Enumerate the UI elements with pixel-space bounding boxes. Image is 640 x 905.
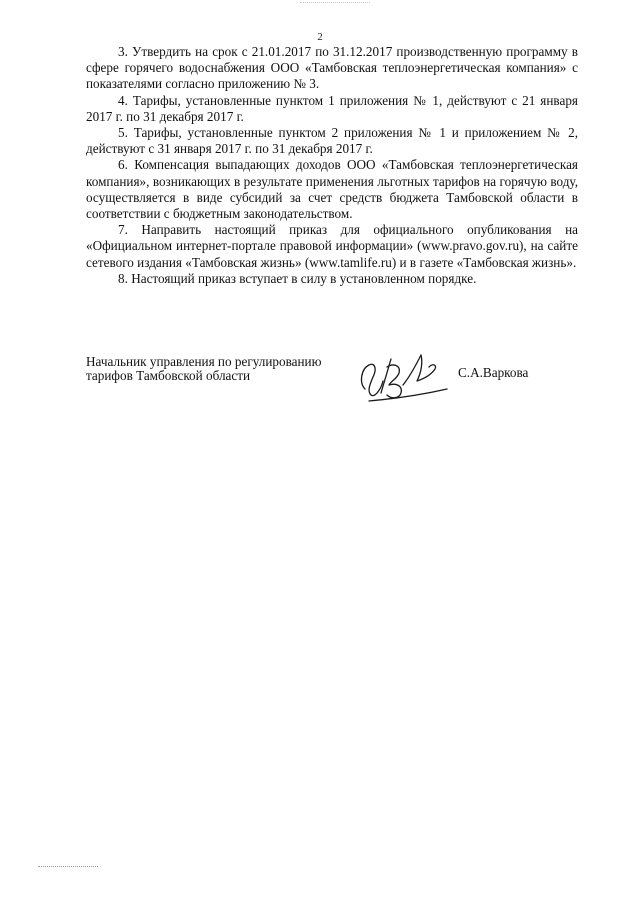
- paragraph-3: 3. Утвердить на срок с 21.01.2017 по 31.12.2017 производственную программу в сфере горячего водоснабжения ООО «Тамбовская теплоэнергетическая компания» с показателями согласно приложению № 3.: [86, 44, 578, 92]
- page-number: 2: [317, 31, 323, 43]
- position-title-line-1: Начальник управления по регулированию: [86, 354, 322, 369]
- paragraph-4: 4. Тарифы, установленные пунктом 1 приложения № 1, действуют с 21 января 2017 г. по 31 декабря 2017 г.: [86, 92, 578, 124]
- paragraph-5: 5. Тарифы, установленные пунктом 2 приложения № 1 и приложением № 2, действуют с 31 января 2017 г. по 31 декабря 2017 г.: [86, 125, 578, 157]
- scan-artifact: [300, 2, 370, 9]
- signatory-name: С.А.Варкова: [458, 365, 529, 380]
- scan-artifact-bottom: [38, 866, 98, 867]
- paragraph-7: 7. Направить настоящий приказ для официального опубликования на «Официальном интернет-портале правовой информации» (www.pravo.gov.ru), на сайте сетевого издания «Тамбовская жизнь» (www.tamlife.ru) и в газете «Тамбовская жизнь».: [86, 222, 578, 270]
- signatory-position: [86, 355, 366, 383]
- paragraph-6: 6. Компенсация выпадающих доходов ООО «Тамбовская теплоэнергетическая компания», возникающих в результате применения льготных тарифов на горячую воду, осуществляется в виде субсидий за счет средств бюджета Тамбовской области в соответствии с бюджетным законодательством.: [86, 157, 578, 222]
- signature-block: [86, 355, 578, 415]
- paragraph-8: 8. Настоящий приказ вступает в силу в установленном порядке.: [118, 270, 477, 286]
- position-title-line-2: тарифов Тамбовской области: [86, 368, 251, 383]
- document-body: [86, 44, 578, 287]
- handwritten-signature: [351, 345, 471, 407]
